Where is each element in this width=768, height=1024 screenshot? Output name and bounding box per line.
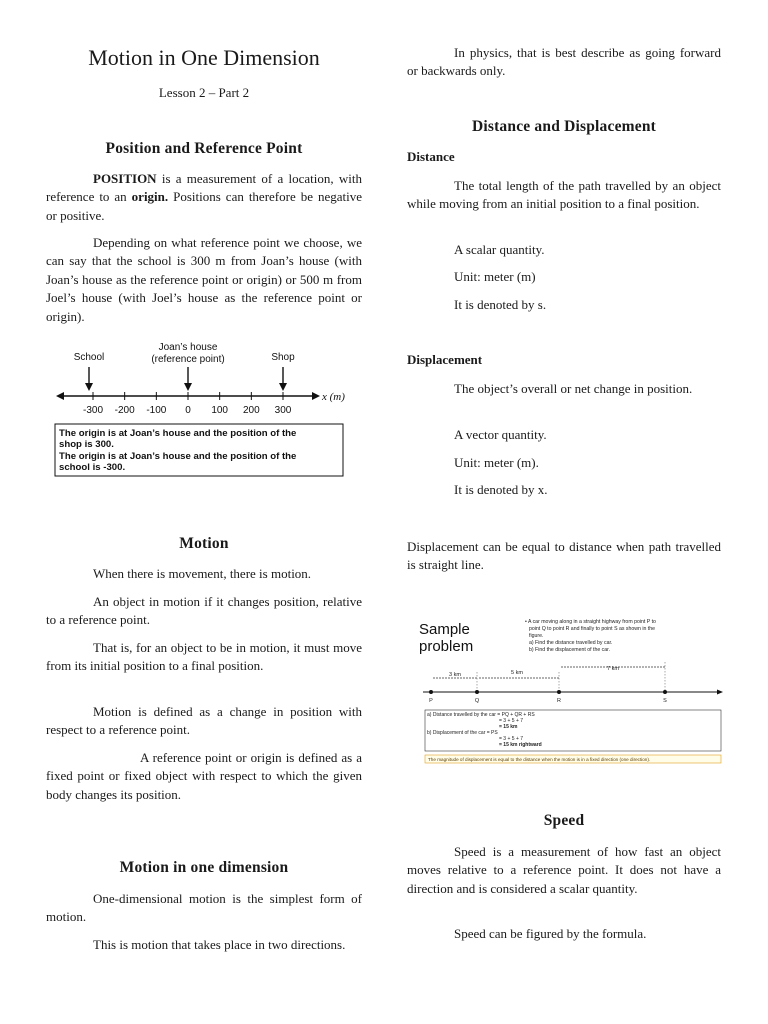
answer-b-line-1: b) Displacement of the car = PS <box>427 730 498 736</box>
position-heading: Position and Reference Point <box>105 140 303 157</box>
speed-paragraph-1: Speed is a measurement of how fast an object moves relative to a reference point. It does not have a direction and is considered a scalar quantity. <box>407 844 721 896</box>
displacement-heading: Displacement <box>407 352 483 367</box>
position-def-text-a: is a measurement of a location, with reference to an <box>46 171 362 205</box>
segment-rs-label: 7 km <box>607 666 619 672</box>
answer-a-line-1: a) Distance travelled by the car = PQ + QR + RS <box>427 712 535 718</box>
lesson-subtitle: Lesson 2 – Part 2 <box>158 85 250 100</box>
joan-arrow-head <box>184 383 192 391</box>
position-number-line-figure <box>54 338 360 480</box>
intro-paragraph: In physics, that is best describe as going forward or backwards only. <box>407 45 721 79</box>
distance-scalar: A scalar quantity. <box>454 242 545 257</box>
shop-label: Shop <box>271 352 295 363</box>
displacement-definition: The object’s overall or net change in position. <box>454 381 693 396</box>
sample-bullet-5: b) Find the displacement of the car. <box>529 647 611 653</box>
distance-symbol: It is denoted by s. <box>454 297 547 312</box>
page-title: Motion in One Dimension <box>88 45 320 70</box>
answer-b-line-3: = 15 km rightward <box>499 742 542 748</box>
distance-displacement-heading: Distance and Displacement <box>471 118 657 135</box>
displacement-symbol: It is denoted by x. <box>454 482 548 497</box>
reference-paragraph: Depending on what reference point we choose, we can say that the school is 300 m from Joan’s house (with Joan’s house as the reference point or origin) or 500 m from Joel’s house (with Joel’s house as the reference point or origin). <box>46 235 362 324</box>
shop-arrow-head <box>279 383 287 391</box>
axis-tick-label: -100 <box>146 405 167 416</box>
point-r-label: R <box>557 698 561 704</box>
displacement-unit: Unit: meter (m). <box>454 455 539 470</box>
sample-bullet-3: figure. <box>529 633 544 639</box>
axis-left-arrow <box>56 392 64 400</box>
displacement-vector: A vector quantity. <box>454 427 547 442</box>
segment-qr-label: 5 km <box>511 670 523 676</box>
one-dimension-paragraph-1: One-dimensional motion is the simplest form of motion. <box>46 891 362 925</box>
point-p <box>429 690 433 694</box>
motion-paragraph-5: A reference point or origin is defined as a fixed point or fixed object with respect to which the given body changes its position. <box>46 750 362 802</box>
motion-paragraph-4: Motion is defined as a change in position with respect to a reference point. <box>46 704 362 738</box>
distance-definition: The total length of the path travelled by an object while moving from an initial position to a final position. <box>407 178 721 212</box>
axis-tick-label: 300 <box>274 405 292 416</box>
answer-a-line-2: = 3 + 5 + 7 <box>499 718 524 724</box>
point-q <box>475 690 479 694</box>
speed-heading: Speed <box>543 812 585 829</box>
point-r <box>557 690 561 694</box>
sample-line-arrow <box>717 690 723 695</box>
answer-a-line-3: = 15 km <box>499 724 518 730</box>
axis-tick-label: 0 <box>185 405 191 416</box>
distance-heading: Distance <box>407 149 455 164</box>
segment-pq-label: 3 km <box>449 672 461 678</box>
sample-title-2: problem <box>419 638 474 655</box>
motion-paragraph-1: When there is movement, there is motion. <box>93 566 312 581</box>
axis-tick-label: 200 <box>242 405 260 416</box>
one-dimension-paragraph-2: This is motion that takes place in two directions. <box>93 937 346 952</box>
sample-bullet-4: a) Find the distance travelled by car. <box>529 640 613 646</box>
position-definition <box>46 170 362 225</box>
reference-point-label: (reference point) <box>151 354 225 365</box>
motion-paragraph-2: An object in motion if it changes position, relative to a reference point. <box>46 594 362 628</box>
caption-line-1b: shop is 300. <box>59 439 114 450</box>
axis-tick-label: -300 <box>82 405 104 416</box>
joan-house-label: Joan’s house <box>158 342 218 353</box>
axis-tick-label: 100 <box>211 405 229 416</box>
origin-term: origin. <box>131 189 169 205</box>
caption-line-2b: school is -300. <box>59 462 126 473</box>
speed-paragraph-2: Speed can be figured by the formula. <box>454 926 647 941</box>
position-term: POSITION <box>93 171 157 186</box>
sample-title-1: Sample <box>419 621 470 638</box>
point-s <box>663 690 667 694</box>
motion-heading: Motion <box>179 535 229 552</box>
caption-line-1a: The origin is at Joan’s house and the position of the <box>59 428 297 439</box>
axis-tick-label: -200 <box>114 405 135 416</box>
sample-problem-figure <box>413 612 725 772</box>
sample-bullet-2: point Q to point R and finally to point S as shown in the <box>529 626 656 632</box>
axis-label: x (m) <box>322 391 345 403</box>
point-p-label: P <box>429 698 433 704</box>
caption-line-2a: The origin is at Joan’s house and the position of the <box>59 451 297 462</box>
one-dimension-heading: Motion in one dimension <box>119 859 289 876</box>
point-q-label: Q <box>474 698 480 704</box>
point-s-label: S <box>663 698 667 704</box>
school-arrow-head <box>85 383 93 391</box>
answer-b-line-2: = 3 + 5 + 7 <box>499 736 524 742</box>
school-label: School <box>73 352 105 363</box>
motion-paragraph-3: That is, for an object to be in motion, it must move from its initial position to a final position. <box>46 640 362 674</box>
distance-unit: Unit: meter (m) <box>454 269 536 284</box>
position-def-text-b: Positions can therefore be negative or positive. <box>46 189 362 223</box>
sample-note: The magnitude of displacement is equal to the distance when the motion is in a fixed direction (one direction). <box>428 757 651 762</box>
sample-bullet-1: • A car moving along in a straight highway from point P to <box>525 619 656 625</box>
displacement-equal-note: Displacement can be equal to distance when path travelled is straight line. <box>407 539 721 573</box>
axis-right-arrow <box>312 392 320 400</box>
